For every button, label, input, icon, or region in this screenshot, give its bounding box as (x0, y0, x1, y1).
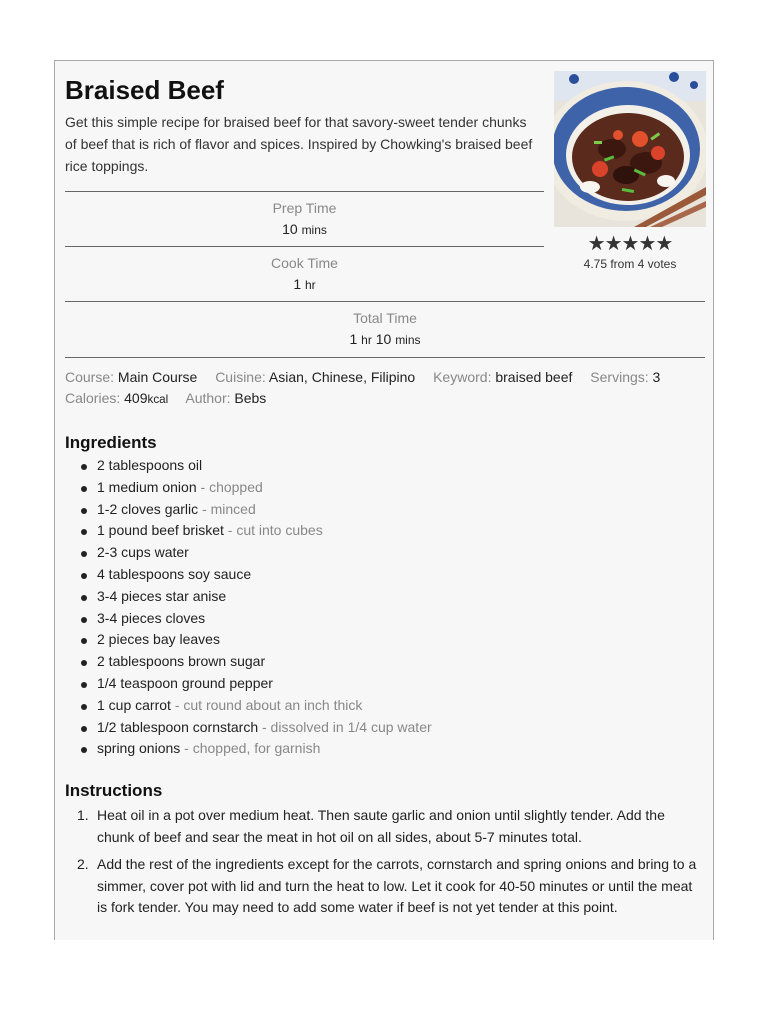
instructions-heading: Instructions (65, 781, 163, 800)
cook-time-unit: hr (305, 278, 316, 292)
step-number: 1. (77, 807, 89, 823)
meta-course (65, 369, 197, 385)
cook-time-value (65, 276, 544, 292)
cook-time-row (65, 246, 544, 301)
rating-votes: 4.75 from 4 votes (583, 257, 677, 271)
cuisine-label: Cuisine: (215, 369, 266, 385)
ingredient-text: 1/4 teaspoon ground pepper (97, 674, 273, 691)
meta-line-2 (65, 388, 705, 410)
total-time-hours-unit: hr (361, 333, 372, 347)
meta-line-1 (65, 367, 705, 388)
meta-keyword (433, 369, 572, 385)
ingredients-list (65, 455, 432, 760)
rating-stars-icon[interactable]: ★★★★★ (587, 233, 673, 255)
recipe-title: Braised Beef (65, 75, 224, 105)
ingredient-item (65, 586, 432, 608)
ingredient-text: 1/2 tablespoon cornstarch (97, 718, 259, 735)
ingredient-note: - cut into cubes (223, 522, 323, 539)
calories-unit: kcal (147, 393, 169, 406)
bullet-icon (81, 747, 87, 753)
recipe-rating[interactable] (554, 233, 706, 271)
calories-label: Calories: (65, 390, 121, 406)
cook-time-label: Cook Time (271, 255, 338, 271)
author-label: Author: (185, 390, 231, 406)
ingredient-note: - chopped (196, 478, 263, 495)
ingredient-text: 3-4 pieces star anise (97, 587, 227, 604)
step-text: Heat oil in a pot over medium heat. Then saute garlic and onion until slightly tender. Add the chunk of beef and sear the meat in hot oil on all sides, about 5-7 minutes total. (97, 807, 665, 845)
bullet-icon (81, 704, 87, 710)
ingredient-item (65, 738, 432, 760)
instructions-list (65, 805, 705, 925)
servings-value[interactable]: 3 (652, 369, 661, 385)
meta-servings (590, 369, 660, 385)
ingredient-text: 1 medium onion (97, 478, 197, 495)
recipe-meta (65, 367, 705, 410)
bullet-icon (81, 660, 87, 666)
recipe-photo[interactable] (554, 71, 706, 227)
total-time-hours: 1 (349, 331, 358, 347)
bullet-icon (81, 529, 87, 535)
ingredient-item (65, 651, 432, 673)
course-value: Main Course (117, 369, 198, 385)
ingredient-item (65, 695, 432, 717)
ingredient-item (65, 455, 432, 477)
bullet-icon (81, 638, 87, 644)
prep-time-row (65, 191, 544, 246)
meta-cuisine (215, 369, 415, 385)
ingredient-text: 2 tablespoons oil (97, 457, 203, 473)
ingredient-text: 1 cup carrot (97, 696, 171, 713)
prep-time-unit: mins (301, 223, 327, 237)
ingredient-item (65, 499, 432, 521)
total-time-minutes: 10 (375, 331, 392, 347)
step-number: 2. (77, 856, 89, 872)
prep-time-value (65, 221, 544, 237)
total-time-row (65, 301, 705, 358)
keyword-label: Keyword: (433, 369, 492, 385)
ingredient-item (65, 608, 432, 630)
bullet-icon (81, 573, 87, 579)
ingredient-note: - chopped, for garnish (180, 740, 321, 757)
author-value: Bebs (234, 390, 267, 406)
step-text: Add the rest of the ingredients except for the carrots, cornstarch and spring onions and bring to a simmer, cover pot with lid and turn the heat to low. Let it cook for 40-50 minutes or until the meat is fork tender. You may need to add some water if beef is not yet tender at this point. (97, 856, 697, 915)
meta-author (185, 390, 266, 406)
ingredient-item (65, 477, 432, 499)
meta-calories (65, 390, 168, 406)
calories-value: 409 (124, 390, 148, 406)
bullet-icon (81, 617, 87, 623)
total-time-value (65, 331, 705, 347)
instruction-step (65, 854, 705, 919)
ingredient-text: 2 pieces bay leaves (97, 631, 220, 648)
bullet-icon (81, 595, 87, 601)
ingredient-text: 4 tablespoons soy sauce (97, 565, 252, 582)
bullet-icon (81, 486, 87, 492)
bullet-icon (81, 464, 87, 470)
ingredient-item (65, 717, 432, 739)
ingredient-note: - dissolved in 1/4 cup water (258, 718, 432, 735)
bullet-icon (81, 508, 87, 514)
bullet-icon (81, 551, 87, 557)
ingredient-note: - minced (198, 500, 256, 517)
instruction-step (65, 805, 705, 848)
cook-time-number: 1 (293, 276, 302, 292)
ingredients-heading: Ingredients (65, 433, 157, 452)
total-time-label: Total Time (353, 310, 417, 326)
ingredient-text: 2 tablespoons brown sugar (97, 653, 266, 670)
recipe-card (54, 60, 714, 940)
prep-time-number: 10 (282, 221, 298, 237)
ingredient-text: 1 pound beef brisket (97, 522, 224, 539)
bullet-icon (81, 726, 87, 732)
servings-label: Servings: (590, 369, 649, 385)
ingredient-text: 3-4 pieces cloves (97, 609, 206, 626)
ingredient-text: spring onions (97, 740, 181, 757)
cuisine-value: Asian, Chinese, Filipino (268, 369, 416, 385)
total-time-minutes-unit: mins (395, 333, 421, 347)
recipe-summary: Get this simple recipe for braised beef for that savory-sweet tender chunks of beef that is rich of flavor and spices. Inspired by Chowking's braised beef rice toppings. (65, 114, 533, 174)
ingredient-note: - cut round about an inch thick (170, 696, 363, 713)
course-label: Course: (65, 369, 115, 385)
ingredient-item (65, 542, 432, 564)
ingredient-item (65, 520, 432, 542)
keyword-value: braised beef (495, 369, 573, 385)
ingredient-item (65, 673, 432, 695)
bullet-icon (81, 682, 87, 688)
ingredient-text: 2-3 cups water (97, 544, 189, 561)
prep-time-label: Prep Time (272, 200, 337, 216)
ingredient-text: 1-2 cloves garlic (97, 500, 199, 517)
ingredient-item (65, 629, 432, 651)
ingredient-item (65, 564, 432, 586)
